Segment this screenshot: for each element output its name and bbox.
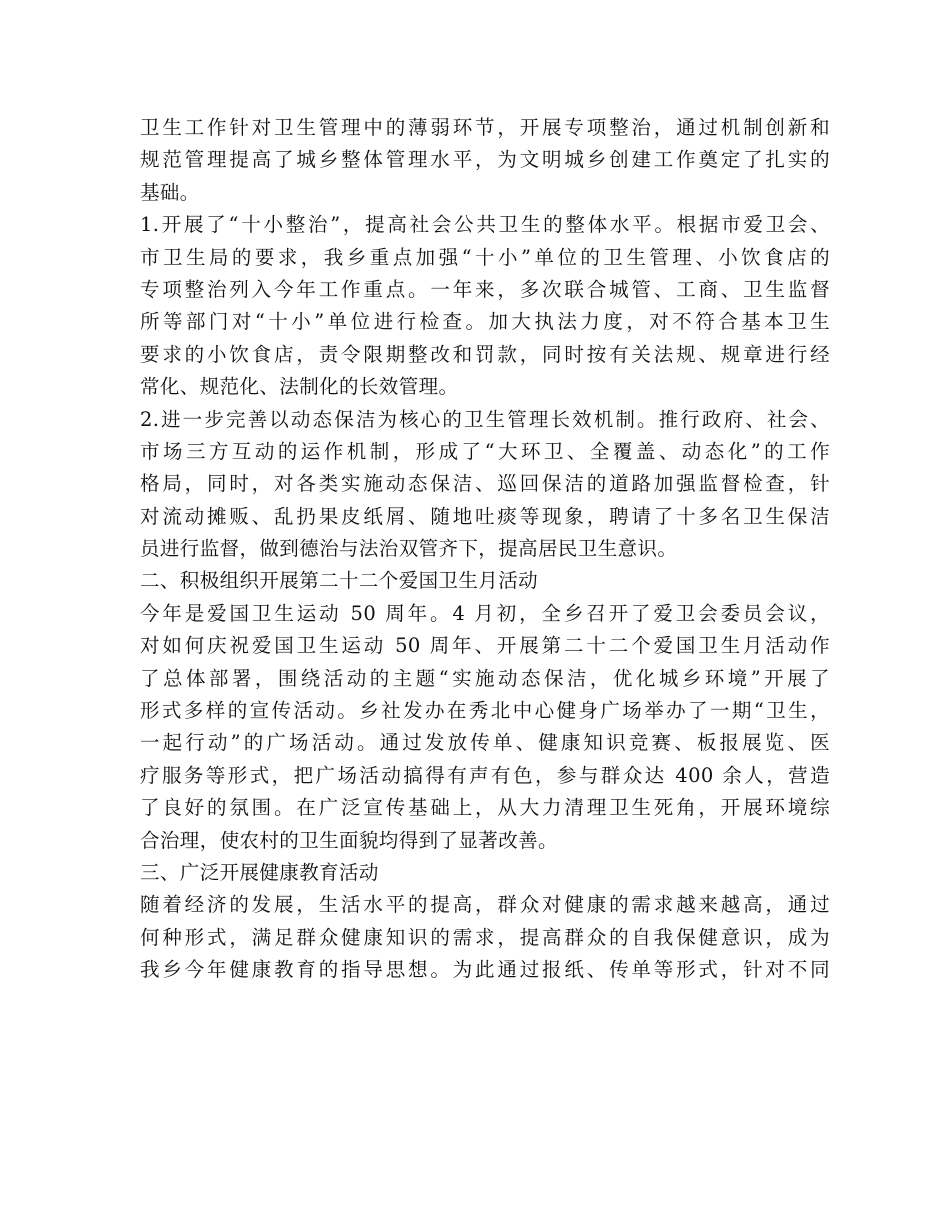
text-line: 一起行动”的广场活动。通过发放传单、健康知识竞赛、板报展览、医 [140,731,830,755]
text-line: 今年是爱国卫生运动 50 周年。4 月初，全乡召开了爱卫会委员会议， [140,601,830,625]
text-line: 1.开展了“十小整治”，提高社会公共卫生的整体水平。根据市爱卫会、 [140,213,830,237]
text-line: 了良好的氛围。在广泛宣传基础上，从大力清理卫生死角，开展环境综 [140,796,830,820]
text-line: 我乡今年健康教育的指导思想。为此通过报纸、传单等形式，针对不同 [140,958,830,982]
text-line: 对流动摊贩、乱扔果皮纸屑、随地吐痰等现象，聘请了十多名卫生保洁 [140,504,830,528]
text-line: 常化、规范化、法制化的长效管理。 [140,375,459,399]
text-line: 市卫生局的要求，我乡重点加强“十小”单位的卫生管理、小饮食店的 [140,245,830,269]
text-line: 何种形式，满足群众健康知识的需求，提高群众的自我保健意识，成为 [140,925,830,949]
text-line: 二、积极组织开展第二十二个爱国卫生月活动 [140,569,539,593]
text-line: 格局，同时，对各类实施动态保洁、巡回保洁的道路加强监督检查，针 [140,472,830,496]
text-line: 规范管理提高了城乡整体管理水平，为文明城乡创建工作奠定了扎实的 [140,148,830,172]
text-line: 合治理，使农村的卫生面貌均得到了显著改善。 [140,828,558,852]
text-line: 对如何庆祝爱国卫生运动 50 周年、开展第二十二个爱国卫生月活动作 [140,634,830,658]
text-line: 所等部门对“十小”单位进行检查。加大执法力度，对不符合基本卫生 [140,310,830,334]
text-line: 疗服务等形式，把广场活动搞得有声有色，参与群众达 400 余人，营造 [140,763,830,787]
document-body [140,112,830,987]
text-line: 形式多样的宣传活动。乡社发办在秀北中心健身广场举办了一期“卫生， [140,699,830,723]
text-line: 市场三方互动的运作机制，形成了“大环卫、全覆盖、动态化”的工作 [140,439,830,463]
text-line: 随着经济的发展，生活水平的提高，群众对健康的需求越来越高，通过 [140,893,830,917]
text-line: 基础。 [140,180,200,204]
text-line: 2.进一步完善以动态保洁为核心的卫生管理长效机制。推行政府、社会、 [140,407,830,431]
text-line: 要求的小饮食店，责令限期整改和罚款，同时按有关法规、规章进行经 [140,342,830,366]
text-line: 员进行监督，做到德治与法治双管齐下，提高居民卫生意识。 [140,537,678,561]
text-line: 了总体部署，围绕活动的主题“实施动态保洁，优化城乡环境”开展了 [140,666,830,690]
text-line: 卫生工作针对卫生管理中的薄弱环节，开展专项整治，通过机制创新和 [140,116,830,139]
text-line: 三、广泛开展健康教育活动 [140,860,379,884]
text-line: 专项整治列入今年工作重点。一年来，多次联合城管、工商、卫生监督 [140,277,830,301]
